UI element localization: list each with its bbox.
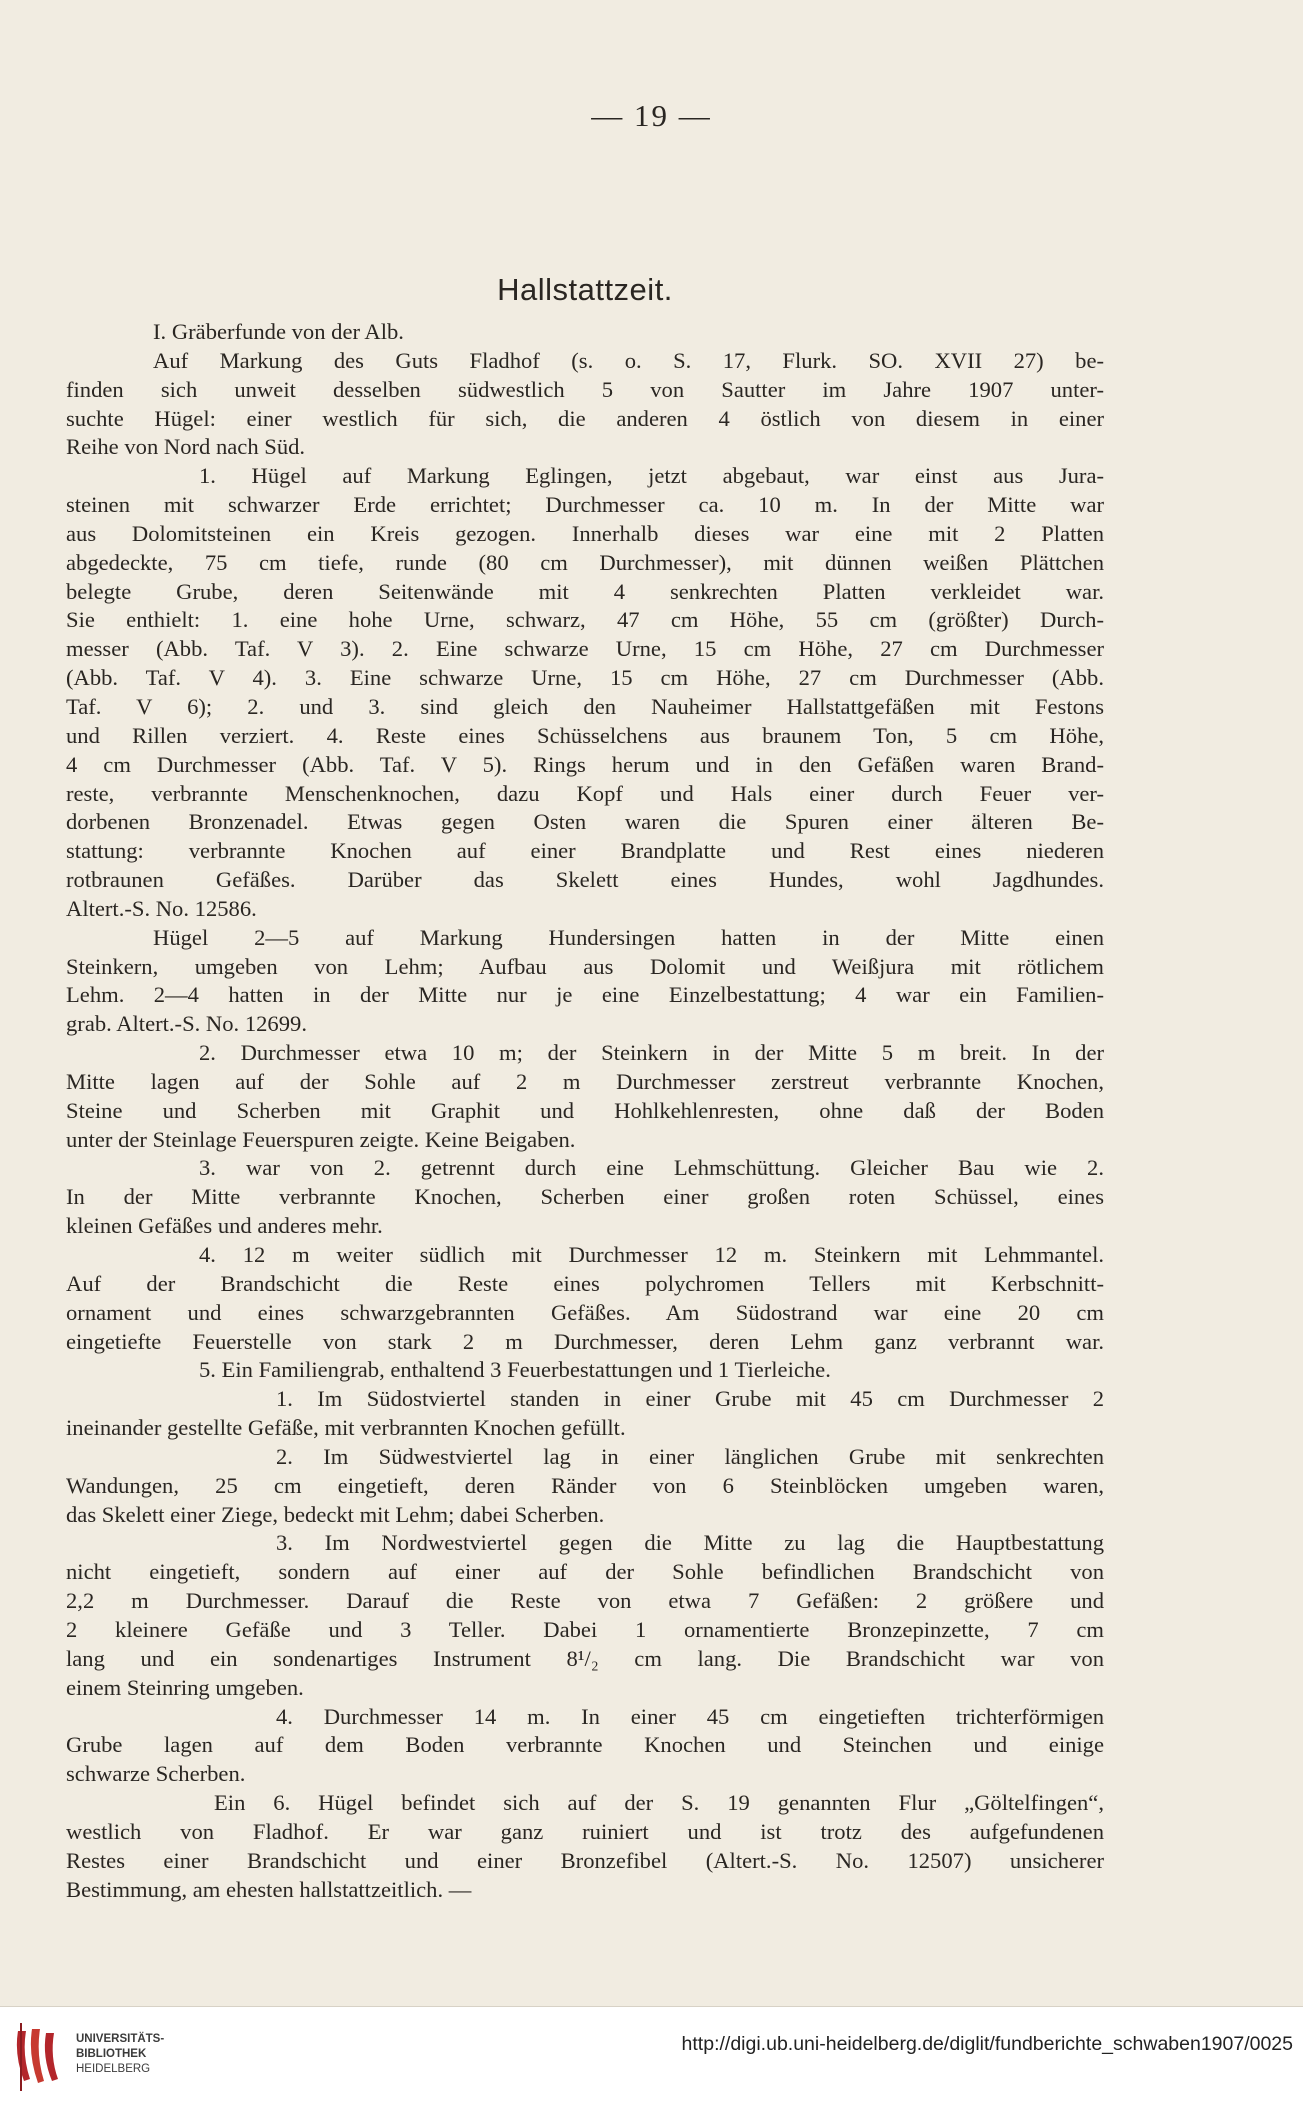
text-line: einem Steinring umgeben. [66, 1674, 304, 1700]
library-name-line: HEIDELBERG [76, 2063, 151, 2075]
text-line: (Abb. Taf. V 4). 3. Eine schwarze Urne, 15 cm Höhe, 27 cm Durchmesser (Abb. [66, 665, 1104, 691]
text-line: 1. Im Südostviertel standen in einer Grube mit 45 cm Durchmesser 2 [276, 1386, 1104, 1412]
text-line: 4. 12 m weiter südlich mit Durchmesser 12 m. Steinkern mit Lehmmantel. [199, 1242, 1104, 1267]
text-line: In der Mitte verbrannte Knochen, Scherben einer großen roten Schüssel, eines [66, 1184, 1104, 1210]
text-line: 1. Hügel auf Markung Eglingen, jetzt abgebaut, war einst aus Jura- [199, 463, 1104, 489]
section-title: Hallstattzeit. [497, 272, 673, 307]
footer-bar [0, 2007, 1303, 2106]
text-line: messer (Abb. Taf. V 3). 2. Eine schwarze Urne, 15 cm Höhe, 27 cm Durchmesser [66, 636, 1104, 662]
text-line: Lehm. 2—4 hatten in der Mitte nur je eine Einzelbestattung; 4 war ein Familien- [66, 982, 1104, 1008]
text-line: kleinen Gefäßes und anderes mehr. [66, 1213, 383, 1239]
text-line: Wandungen, 25 cm eingetieft, deren Ränder von 6 Steinblöcken umgeben waren, [66, 1472, 1104, 1498]
text-line: ineinander gestellte Gefäße, mit verbrannten Knochen gefüllt. [66, 1415, 626, 1441]
text-line: Altert.-S. No. 12586. [66, 895, 257, 921]
text-line: belegte Grube, deren Seitenwände mit 4 senkrechten Platten verkleidet war. [66, 578, 1104, 604]
text-line: Hügel 2—5 auf Markung Hundersingen hatten in der Mitte einen [153, 924, 1104, 950]
text-line: stattung: verbrannte Knochen auf einer Brandplatte und Rest eines niederen [66, 838, 1104, 864]
text-line: Reihe von Nord nach Süd. [66, 434, 306, 460]
text-line: rotbraunen Gefäßes. Darüber das Skelett eines Hundes, wohl Jagdhundes. [66, 867, 1104, 893]
page-number: — 19 — [591, 98, 712, 133]
text-line: Steine und Scherben mit Graphit und Hohlkehlenresten, ohne daß der Boden [66, 1097, 1104, 1123]
text-line: Restes einer Brandschicht und einer Bronzefibel (Altert.-S. No. 12507) unsicherer [66, 1847, 1104, 1873]
text-line: 5. Ein Familiengrab, enthaltend 3 Feuerbestattungen und 1 Tierleiche. [199, 1357, 831, 1383]
text-line: Steinkern, umgeben von Lehm; Aufbau aus Dolomit und Weißjura mit rötlichem [66, 953, 1104, 979]
text-line: schwarze Scherben. [66, 1761, 246, 1787]
text-line: reste, verbrannte Menschenknochen, dazu Kopf und Hals einer durch Feuer ver- [66, 780, 1104, 806]
text-line: aus Dolomitsteinen ein Kreis gezogen. Innerhalb dieses war eine mit 2 Platten [66, 520, 1104, 546]
library-name-line: BIBLIOTHEK [76, 2048, 147, 2060]
library-logo-icon [10, 2021, 70, 2093]
text-line: westlich von Fladhof. Er war ganz ruiniert und ist trotz des aufgefundenen [66, 1818, 1104, 1844]
text-line: steinen mit schwarzer Erde errichtet; Durchmesser ca. 10 m. In der Mitte war [66, 492, 1104, 518]
text-line: ornament und eines schwarzgebrannten Gefäßes. Am Südostrand war eine 20 cm [66, 1299, 1104, 1325]
text-line: 2. Im Südwestviertel lag in einer länglichen Grube mit senkrechten [276, 1443, 1104, 1469]
text-line: Ein 6. Hügel befindet sich auf der S. 19 genannten Flur „Göltelfingen“, [214, 1790, 1104, 1816]
text-line: das Skelett einer Ziege, bedeckt mit Lehm; dabei Scherben. [66, 1501, 605, 1527]
text-line: 2,2 m Durchmesser. Darauf die Reste von etwa 7 Gefäßen: 2 größere und [66, 1588, 1104, 1614]
text-line: 4 cm Durchmesser (Abb. Taf. V 5). Rings herum und in den Gefäßen waren Brand- [66, 751, 1104, 777]
text-line: Bestimmung, am ehesten hallstattzeitlich. — [66, 1876, 472, 1902]
text-line: finden sich unweit desselben südwestlich 5 von Sautter im Jahre 1907 unter- [66, 376, 1104, 402]
text-line: grab. Altert.-S. No. 12699. [66, 1011, 307, 1037]
text-line: 2. Durchmesser etwa 10 m; der Steinkern in der Mitte 5 m breit. In der [199, 1040, 1104, 1066]
text-line: Auf der Brandschicht die Reste eines polychromen Tellers mit Kerbschnitt- [66, 1270, 1104, 1296]
library-name-line: UNIVERSITÄTS- [76, 2033, 165, 2045]
text-line: unter der Steinlage Feuerspuren zeigte. Keine Beigaben. [66, 1126, 576, 1152]
text-line: abgedeckte, 75 cm tiefe, runde (80 cm Durchmesser), mit dünnen weißen Plättchen [66, 549, 1104, 575]
text-line: Sie enthielt: 1. eine hohe Urne, schwarz, 47 cm Höhe, 55 cm (größter) Durch- [66, 607, 1104, 633]
text-line: dorbenen Bronzenadel. Etwas gegen Osten waren die Spuren einer älteren Be- [66, 809, 1104, 835]
text-line: Grube lagen auf dem Boden verbrannte Knochen und Steinchen und einige [66, 1732, 1104, 1758]
permalink[interactable]: http://digi.ub.uni-heidelberg.de/diglit/fundberichte_schwaben1907/0025 [681, 2033, 1293, 2055]
text-line: Taf. V 6); 2. und 3. sind gleich den Nauheimer Hallstattgefäßen mit Festons [66, 693, 1104, 719]
text-line: eingetiefte Feuerstelle von stark 2 m Durchmesser, deren Lehm ganz verbrannt war. [66, 1328, 1104, 1354]
text-line: Auf Markung des Guts Fladhof (s. o. S. 17, Flurk. SO. XVII 27) be- [153, 347, 1104, 373]
text-line: 3. war von 2. getrennt durch eine Lehmschüttung. Gleicher Bau wie 2. [199, 1155, 1104, 1181]
text-line: 2 kleinere Gefäße und 3 Teller. Dabei 1 ornamentierte Bronzepinzette, 7 cm [66, 1616, 1104, 1642]
text-line: Mitte lagen auf der Sohle auf 2 m Durchmesser zerstreut verbrannte Knochen, [66, 1068, 1104, 1094]
text-line: suchte Hügel: einer westlich für sich, die anderen 4 östlich von diesem in einer [66, 405, 1104, 431]
subheading: I. Gräberfunde von der Alb. [153, 319, 404, 344]
text-line: 3. Im Nordwestviertel gegen die Mitte zu lag die Hauptbestattung [276, 1530, 1104, 1556]
text-line: lang und ein sondenartiges Instrument 8¹/₂ cm lang. Die Brandschicht war von [66, 1645, 1104, 1671]
body-text [66, 318, 1104, 1904]
text-line: und Rillen verziert. 4. Reste eines Schüsselchens aus braunem Ton, 5 cm Höhe, [66, 722, 1104, 748]
text-line: 4. Durchmesser 14 m. In einer 45 cm eingetieften trichterförmigen [276, 1703, 1104, 1729]
library-name [76, 2032, 164, 2077]
text-line: nicht eingetieft, sondern auf einer auf der Sohle befindlichen Brandschicht von [66, 1559, 1104, 1585]
